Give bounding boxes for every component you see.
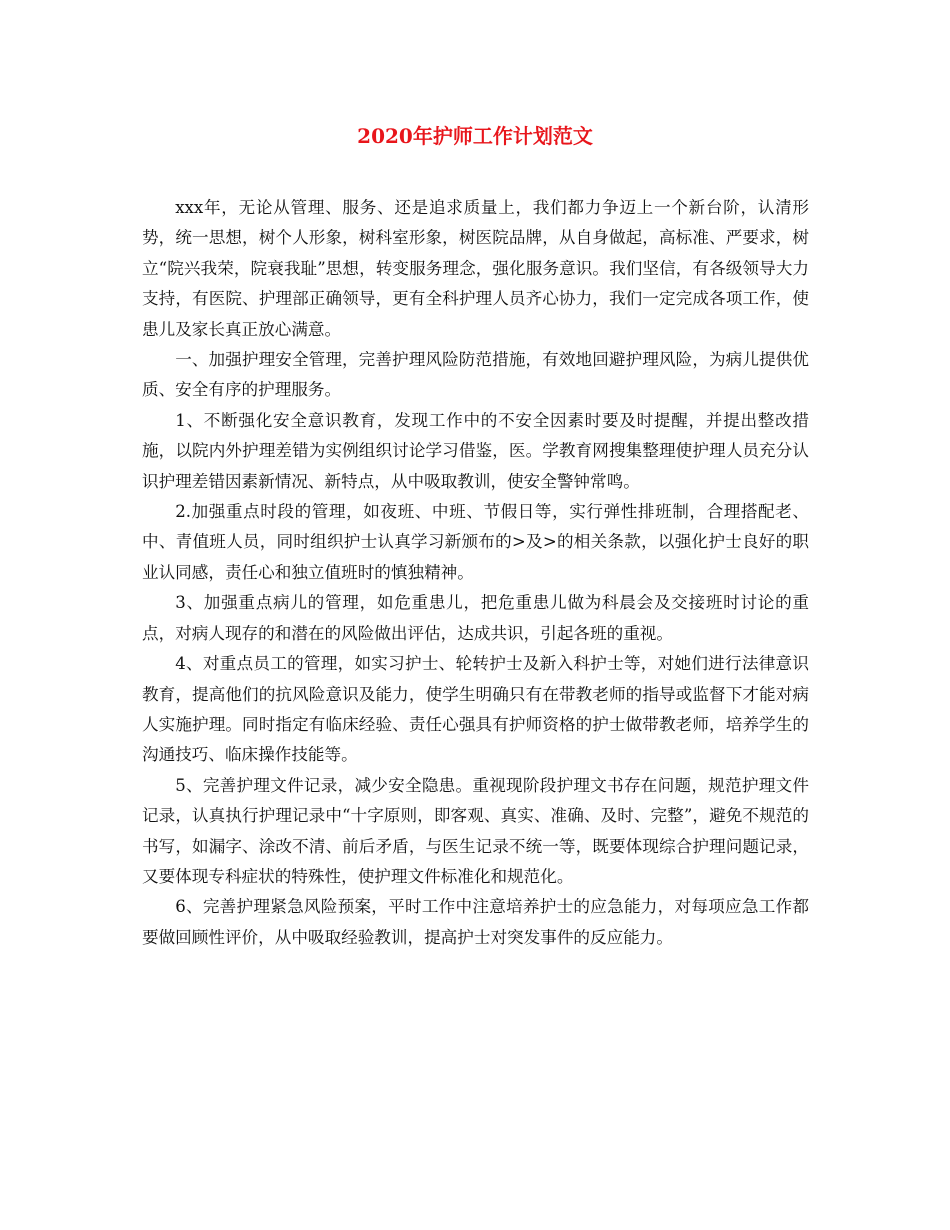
paragraph-item-6: 6、完善护理紧急风险预案，平时工作中注意培养护士的应急能力，对每项应急工作都要做回顾性评价，从中吸取经验教训，提高护士对突发事件的反应能力。	[142, 897, 809, 947]
document-body	[142, 193, 809, 953]
paragraph-item-1: 1、不断强化安全意识教育，发现工作中的不安全因素时要及时提醒，并提出整改措施，以院内外护理差错为实例组织讨论学习借鉴，医。学教育网搜集整理使护理人员充分认识护理差错因素新情况、新特点，从中吸取教训，使安全警钟常鸣。	[142, 410, 809, 491]
paragraph-intro: xxx年，无论从管理、服务、还是追求质量上，我们都力争迈上一个新台阶，认清形势，统一思想，树个人形象，树科室形象，树医院品牌，从自身做起，高标准、严要求，树立“院兴我荣，院衰我耻”思想，转变服务理念，强化服务意识。我们坚信，有各级领导大力支持，有医院、护理部正确领导，更有全科护理人员齐心协力，我们一定完成各项工作，使患儿及家长真正放心满意。	[142, 198, 809, 339]
paragraph-item-2: 2.加强重点时段的管理，如夜班、中班、节假日等，实行弹性排班制，合理搭配老、中、青值班人员，同时组织护士认真学习新颁布的>及>的相关条款，以强化护士良好的职业认同感，责任心和独立值班时的慎独精神。	[142, 502, 809, 582]
paragraph-item-5: 5、完善护理文件记录，减少安全隐患。重视现阶段护理文书存在问题，规范护理文件记录，认真执行护理记录中“十字原则，即客观、真实、准确、及时、完整”，避免不规范的书写，如漏字、涂改不清、前后矛盾，与医生记录不统一等，既要体现综合护理问题记录，又要体现专科症状的特殊性，使护理文件标准化和规范化。	[142, 775, 809, 886]
paragraph-item-3: 3、加强重点病儿的管理，如危重患儿，把危重患儿做为科晨会及交接班时讨论的重点，对病人现存的和潜在的风险做出评估，达成共识，引起各班的重视。	[142, 593, 809, 643]
document-title: 2020年护师工作计划范文	[357, 124, 593, 148]
paragraph-section-1: 一、加强护理安全管理，完善护理风险防范措施，有效地回避护理风险，为病儿提供优质、安全有序的护理服务。	[142, 350, 809, 400]
paragraph-item-4: 4、对重点员工的管理，如实习护士、轮转护士及新入科护士等，对她们进行法律意识教育，提高他们的抗风险意识及能力，使学生明确只有在带教老师的指导或监督下才能对病人实施护理。同时指定有临床经验、责任心强具有护师资格的护士做带教老师，培养学生的沟通技巧、临床操作技能等。	[142, 654, 809, 765]
